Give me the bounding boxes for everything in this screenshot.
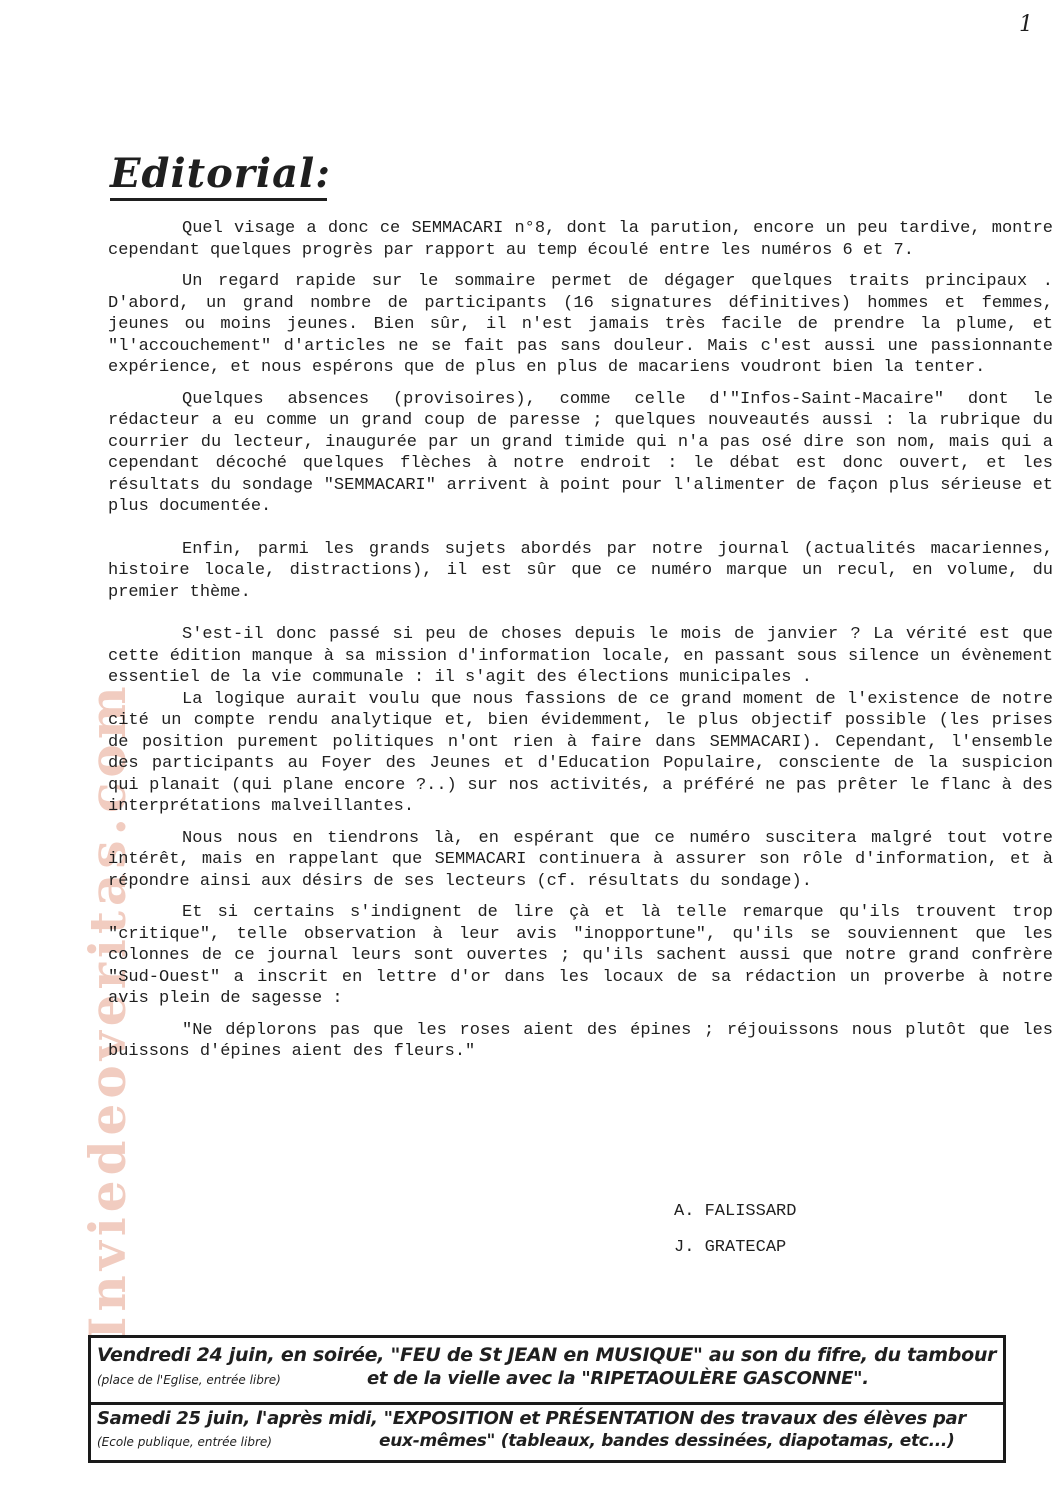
event-friday-note: (place de l'Eglise, entrée libre) (97, 1373, 281, 1387)
paragraph-2: Un regard rapide sur le sommaire permet de dégager quelques traits principaux . D'abord, un grand nombre de participants (16 signatures définitives) hommes et femmes, jeunes ou moins jeunes. Bien sûr, il n'est jamais très facile de prendre la plume, et "l'accouchement" d'articles ne se fait pas sans douleur. Mais c'est aussi une passionnante expérience, et nous espérons que de plus en plus de macariens voudront bien la tenter. (108, 272, 1053, 377)
paragraph-6: La logique aurait voulu que nous fassions de ce grand moment de l'existence de notre cité un compte rendu analytique et, bien évidemment, le plus objectif possible (les prises de position purement politiques n'ont rien à faire dans SEMMACARI). Cependant, l'ensemble des participants au Foyer des Jeunes et d'Education Populaire, consciente de la suspicion qui planait (qui plane encore ?..) sur nos activités, a préféré ne pas prêter le flanc à des interprétations malveillantes. (108, 689, 1053, 816)
events-announcement-box (88, 1335, 1006, 1463)
editorial-heading: Editorial: (110, 150, 331, 197)
signatures (674, 1194, 796, 1266)
paragraph-8: Et si certains s'indignent de lire çà et là telle remarque qu'ils trouvent trop "critique", telle observation à leur avis "inopportune", qu'ils se souviennent que les colonnes de ce journal leurs sont ouvertes ; qu'ils sachent aussi que notre grand confrère "Sud-Ouest" a inscrit en lettre d'or dans les locaux de sa rédaction un proverbe à notre avis plein de sagesse : (108, 903, 1053, 1008)
paragraph-3: Quelques absences (provisoires), comme celle d'"Infos-Saint-Macaire" dont le rédacteur a eu comme un grand coup de paresse ; quelques nouveautés aussi : la rubrique du courrier du lecteur, inaugurée par un grand timide qui n'a pas osé dire son nom, mais qui a cependant décoché quelques flèches à notre endroit : le débat est donc ouvert, et les résultats du sondage "SEMMACARI" arrivent à point pour l'alimenter de façon plus sérieuse et plus documentée. (108, 389, 1053, 516)
event-saturday-line2: eux-mêmes" (tableaux, bandes dessinées, diapotamas, etc...) (379, 1431, 955, 1451)
paragraph-4: Enfin, parmi les grands sujets abordés par notre journal (actualités macariennes, histoire locale, distractions), il est sûr que ce numéro marque un recul, en volume, du premier thème. (108, 539, 1053, 602)
event-friday-line2-row (97, 1368, 997, 1389)
event-friday-line1: Vendredi 24 juin, en soirée, "FEU de St JEAN en MUSIQUE" au son du fifre, du tambour (97, 1344, 997, 1366)
watermark-text: Inviedeoveritas.com (78, 681, 137, 1340)
event-saturday (97, 1408, 997, 1460)
event-saturday-note: (Ecole publique, entrée libre) (97, 1435, 272, 1449)
event-friday (97, 1344, 997, 1400)
editorial-body (108, 218, 1053, 1073)
page-number: 1 (1019, 12, 1033, 37)
signature-1: A. FALISSARD (674, 1202, 797, 1221)
event-saturday-line2-row (97, 1431, 997, 1451)
event-saturday-line1: Samedi 25 juin, l'après midi, "EXPOSITION et PRÉSENTATION des travaux des élèves par (97, 1408, 966, 1429)
proverb-quote: "Ne déplorons pas que les roses aient des épines ; réjouissons nous plutôt que les buissons d'épines aient des fleurs." (108, 1020, 1053, 1061)
event-friday-line2: et de la vielle avec la "RIPETAOULÈRE GASCONNE". (367, 1368, 869, 1389)
paragraph-7: Nous nous en tiendrons là, en espérant que ce numéro suscitera malgré tout votre intérêt, mais en rappelant que SEMMACARI continuera à assurer son rôle d'information, et à répondre ainsi aux désirs de ses lecteurs (cf. résultats du sondage). (108, 828, 1053, 891)
paragraph-1: Quel visage a donc ce SEMMACARI n°8, dont la parution, encore un peu tardive, montre cependant quelques progrès par rapport au temp écoulé entre les numéros 6 et 7. (108, 219, 1053, 260)
events-divider (91, 1402, 1003, 1405)
signature-2: J. GRATECAP (674, 1238, 787, 1257)
paragraph-5: S'est-il donc passé si peu de choses depuis le mois de janvier ? La vérité est que cette édition manque à sa mission d'information locale, en passant sous silence un évènement essentiel de la vie communale : il s'agit des élections municipales . (108, 625, 1053, 687)
